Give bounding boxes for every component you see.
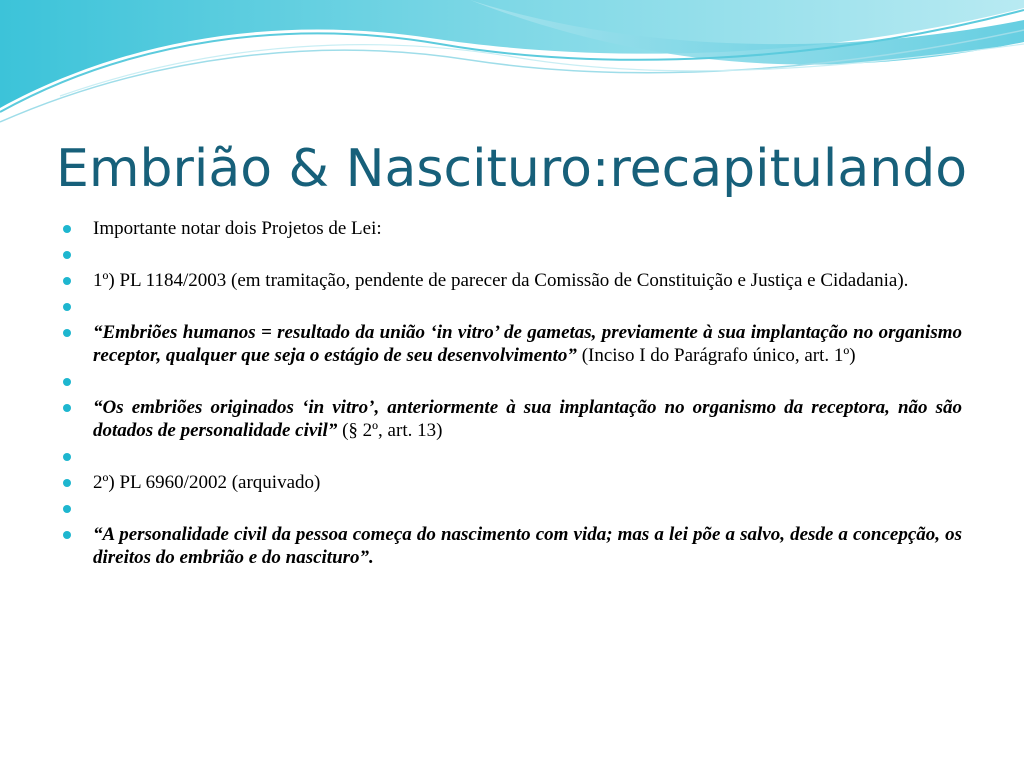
bullet-item: [62, 497, 962, 520]
bullet-item: [62, 471, 962, 494]
bullet-dot-icon: [63, 479, 71, 487]
bullet-dot-icon: [63, 505, 71, 513]
quoted-text: “Os embriões originados ‘in vitro’, anteriormente à sua implantação no organismo da receptora, não são dotados de personalidade civil”: [93, 397, 962, 441]
slide-title: Embrião & Nascituro:recapitulando: [56, 139, 968, 199]
bullet-dot-icon: [63, 251, 71, 259]
bullet-dot-icon: [63, 303, 71, 311]
quoted-text: “Embriões humanos = resultado da união ‘in vitro’ de gametas, previamente à sua implantação no organismo receptor, qualquer que seja o estágio de seu desenvolvimento”: [93, 322, 962, 366]
bullet-list: [62, 217, 962, 572]
bullet-dot-icon: [63, 453, 71, 461]
bullet-item: [62, 370, 962, 393]
bullet-item: [62, 295, 962, 318]
bullet-dot-icon: [63, 329, 71, 337]
bullet-text: (§ 2º, art. 13): [337, 420, 443, 441]
bullet-item: [62, 243, 962, 266]
bullet-item: [62, 396, 962, 442]
bullet-dot-icon: [63, 378, 71, 386]
bullet-item: [62, 321, 962, 367]
bullet-dot-icon: [63, 225, 71, 233]
header-wave-decoration: [0, 0, 1024, 130]
bullet-item: [62, 217, 962, 240]
bullet-text: (Inciso I do Parágrafo único, art. 1º): [576, 345, 856, 366]
bullet-text: Importante notar dois Projetos de Lei:: [93, 218, 382, 239]
bullet-item: [62, 445, 962, 468]
bullet-dot-icon: [63, 404, 71, 412]
bullet-dot-icon: [63, 277, 71, 285]
bullet-text: 1º) PL 1184/2003 (em tramitação, pendente de parecer da Comissão de Constituição e Justiça e Cidadania).: [93, 270, 909, 291]
bullet-item: [62, 269, 962, 292]
bullet-item: [62, 523, 962, 569]
bullet-dot-icon: [63, 531, 71, 539]
bullet-text: 2º) PL 6960/2002 (arquivado): [93, 472, 321, 493]
quoted-text: “A personalidade civil da pessoa começa do nascimento com vida; mas a lei põe a salvo, desde a concepção, os direitos do embrião e do nascituro”.: [93, 524, 962, 568]
